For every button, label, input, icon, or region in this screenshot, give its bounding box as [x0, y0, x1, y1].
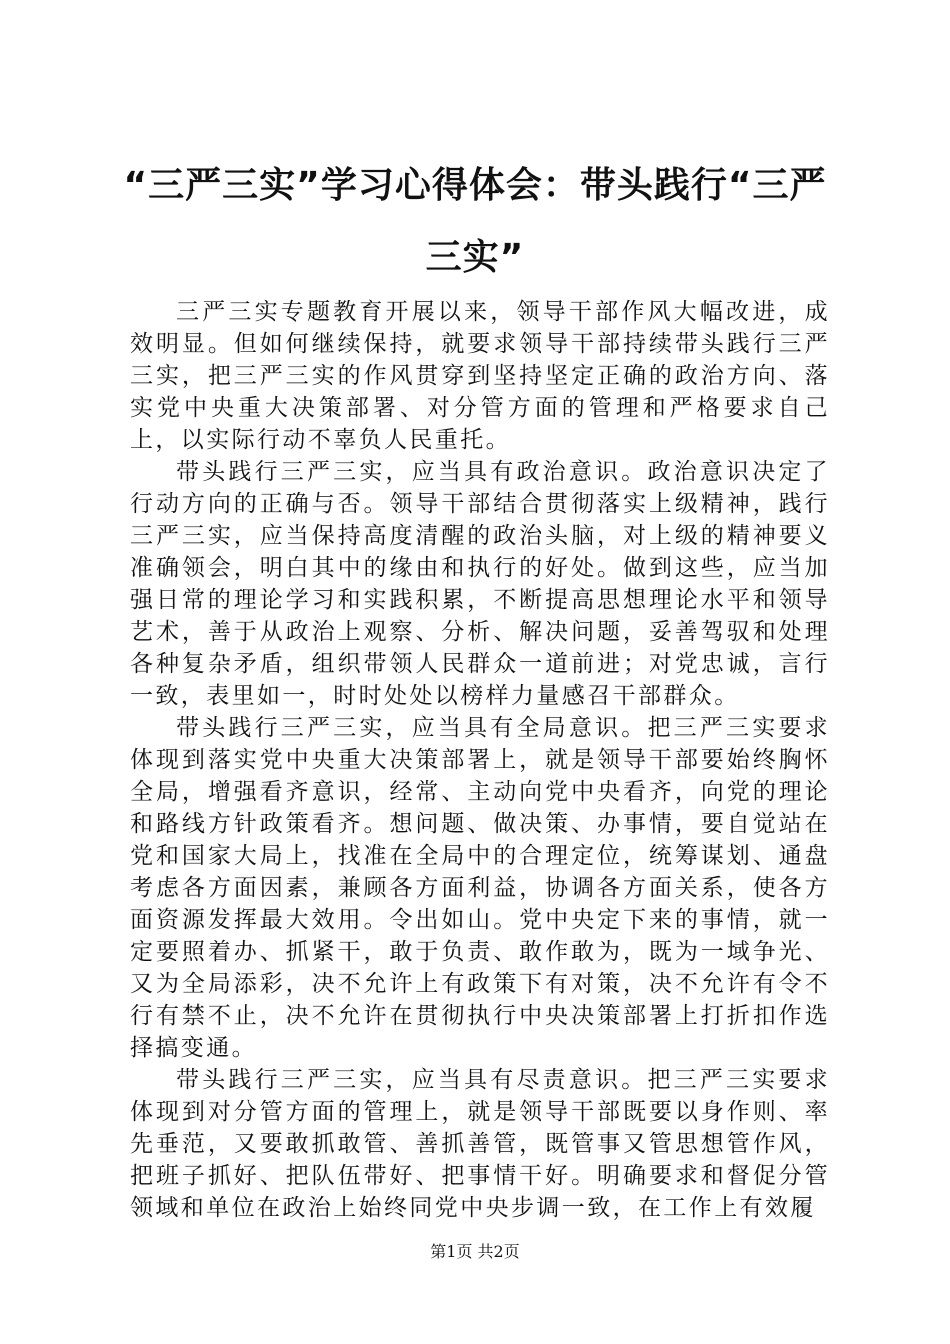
- paragraph-1: 三严三实专题教育开展以来，领导干部作风大幅改进，成效明显。但如何继续保持，就要求领导干部持续带头践行三严三实，把三严三实的作风贯穿到坚持坚定正确的政治方向、落实党中央重大决策部署、对分管方面的管理和严格要求自己上，以实际行动不辜负人民重托。: [130, 299, 830, 453]
- page-footer: 第1页 共2页: [430, 1242, 520, 1261]
- document-title: “三严三实”学习心得体会：带头践行“三严三实”: [123, 165, 827, 278]
- paragraph-3: 带头践行三严三实，应当具有全局意识。把三严三实要求体现到落实党中央重大决策部署上，就是领导干部要始终胸怀全局，增强看齐意识，经常、主动向党中央看齐，向党的理论和路线方针政策看齐。想问题、做决策、办事情，要自觉站在党和国家大局上，找准在全局中的合理定位，统筹谋划、通盘考虑各方面因素，兼顾各方面利益，协调各方面关系，使各方面资源发挥最大效用。令出如山。党中央定下来的事情，就一定要照着办、抓紧干，敢于负责、敢作敢为，既为一域争光、又为全局添彩，决不允许上有政策下有对策，决不允许有令不行有禁不止，决不允许在贯彻执行中央决策部署上打折扣作选择搞变通。: [130, 715, 830, 1061]
- paragraph-2: 带头践行三严三实，应当具有政治意识。政治意识决定了行动方向的正确与否。领导干部结合贯彻落实上级精神，践行三严三实，应当保持高度清醒的政治头脑，对上级的精神要义准确领会，明白其中的缘由和执行的好处。做到这些，应当加强日常的理论学习和实践积累，不断提高思想理论水平和领导艺术，善于从政治上观察、分析、解决问题，妥善驾驭和处理各种复杂矛盾，组织带领人民群众一道前进；对党忠诚，言行一致，表里如一，时时处处以榜样力量感召干部群众。: [130, 459, 830, 709]
- paragraph-4: 带头践行三严三实，应当具有尽责意识。把三严三实要求体现到对分管方面的管理上，就是领导干部既要以身作则、率先垂范，又要敢抓敢管、善抓善管，既管事又管思想管作风，把班子抓好、把队伍带好、把事情干好。明确要求和督促分管领域和单位在政治上始终同党中央步调一致，在工作上有效履: [130, 1067, 830, 1221]
- document-body: [130, 296, 830, 1224]
